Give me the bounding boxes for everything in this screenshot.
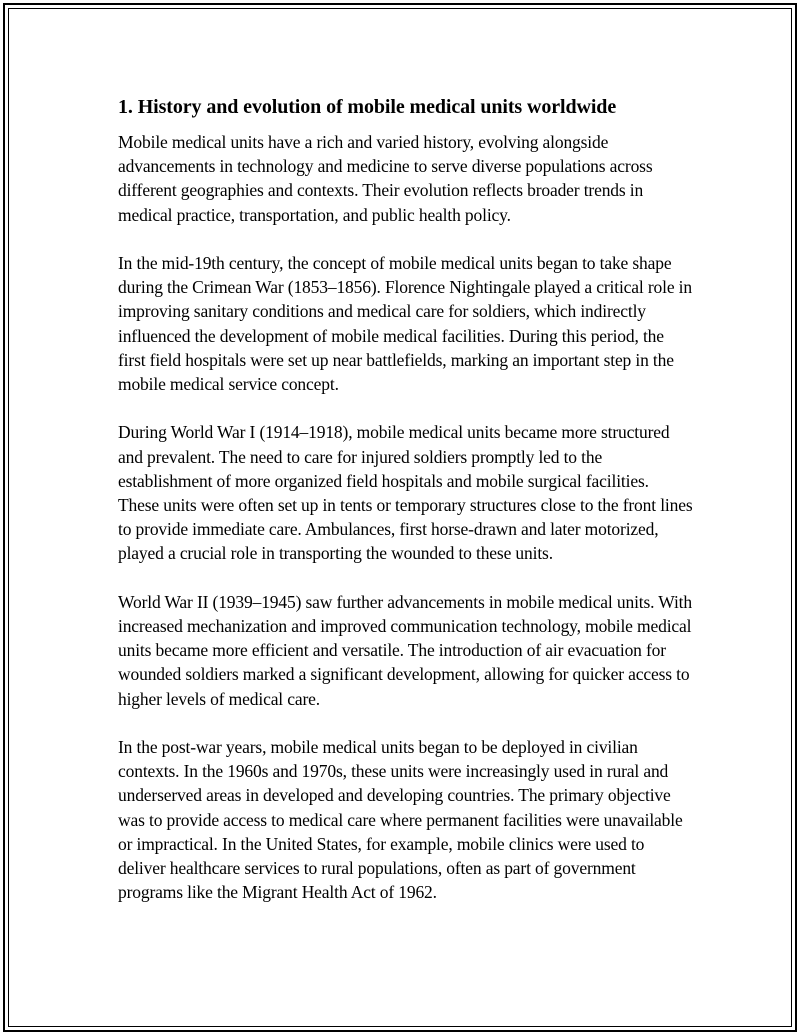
paragraph-post-war: In the post-war years, mobile medical units began to be deployed in civilian contexts. In the 1960s and 1970s, these units were increasingly used in rural and underserved areas in developed and developing countries. The primary objective was to provide access to medical care where permanent facilities were unavailable or impractical. In the United States, for example, mobile clinics were used to deliver healthcare services to rural populations, often as part of government programs like the Migrant Health Act of 1962.: [118, 737, 683, 903]
paragraph-intro: Mobile medical units have a rich and varied history, evolving alongside advancements in technology and medicine to serve diverse populations across different geographies and contexts. Their evolution reflects broader trends in medical practice, transportation, and public health policy.: [118, 132, 653, 225]
paragraph-world-war-two: World War II (1939–1945) saw further advancements in mobile medical units. With increased mechanization and improved communication technology, mobile medical units became more efficient and versatile. The introduction of air evacuation for wounded soldiers marked a significant development, allowing for quicker access to higher levels of medical care.: [118, 591, 692, 709]
paragraph-crimean-war: In the mid-19th century, the concept of mobile medical units began to take shape during the Crimean War (1853–1856). Florence Nightingale played a critical role in improving sanitary conditions and medical care for soldiers, which indirectly influenced the development of mobile medical facilities. During this period, the first field hospitals were set up near battlefields, marking an important step in the mobile medical service concept.: [118, 253, 692, 395]
document-body: [118, 94, 693, 929]
section-title: 1. History and evolution of mobile medical units worldwide: [118, 96, 617, 118]
paragraph-world-war-one: During World War I (1914–1918), mobile medical units became more structured and prevalent. The need to care for injured soldiers promptly led to the establishment of more organized field hospitals and mobile surgical facilities. These units were often set up in tents or temporary structures close to the front lines to provide immediate care. Ambulances, first horse-drawn and later motorized, played a crucial role in transporting the wounded to these units.: [118, 422, 693, 564]
